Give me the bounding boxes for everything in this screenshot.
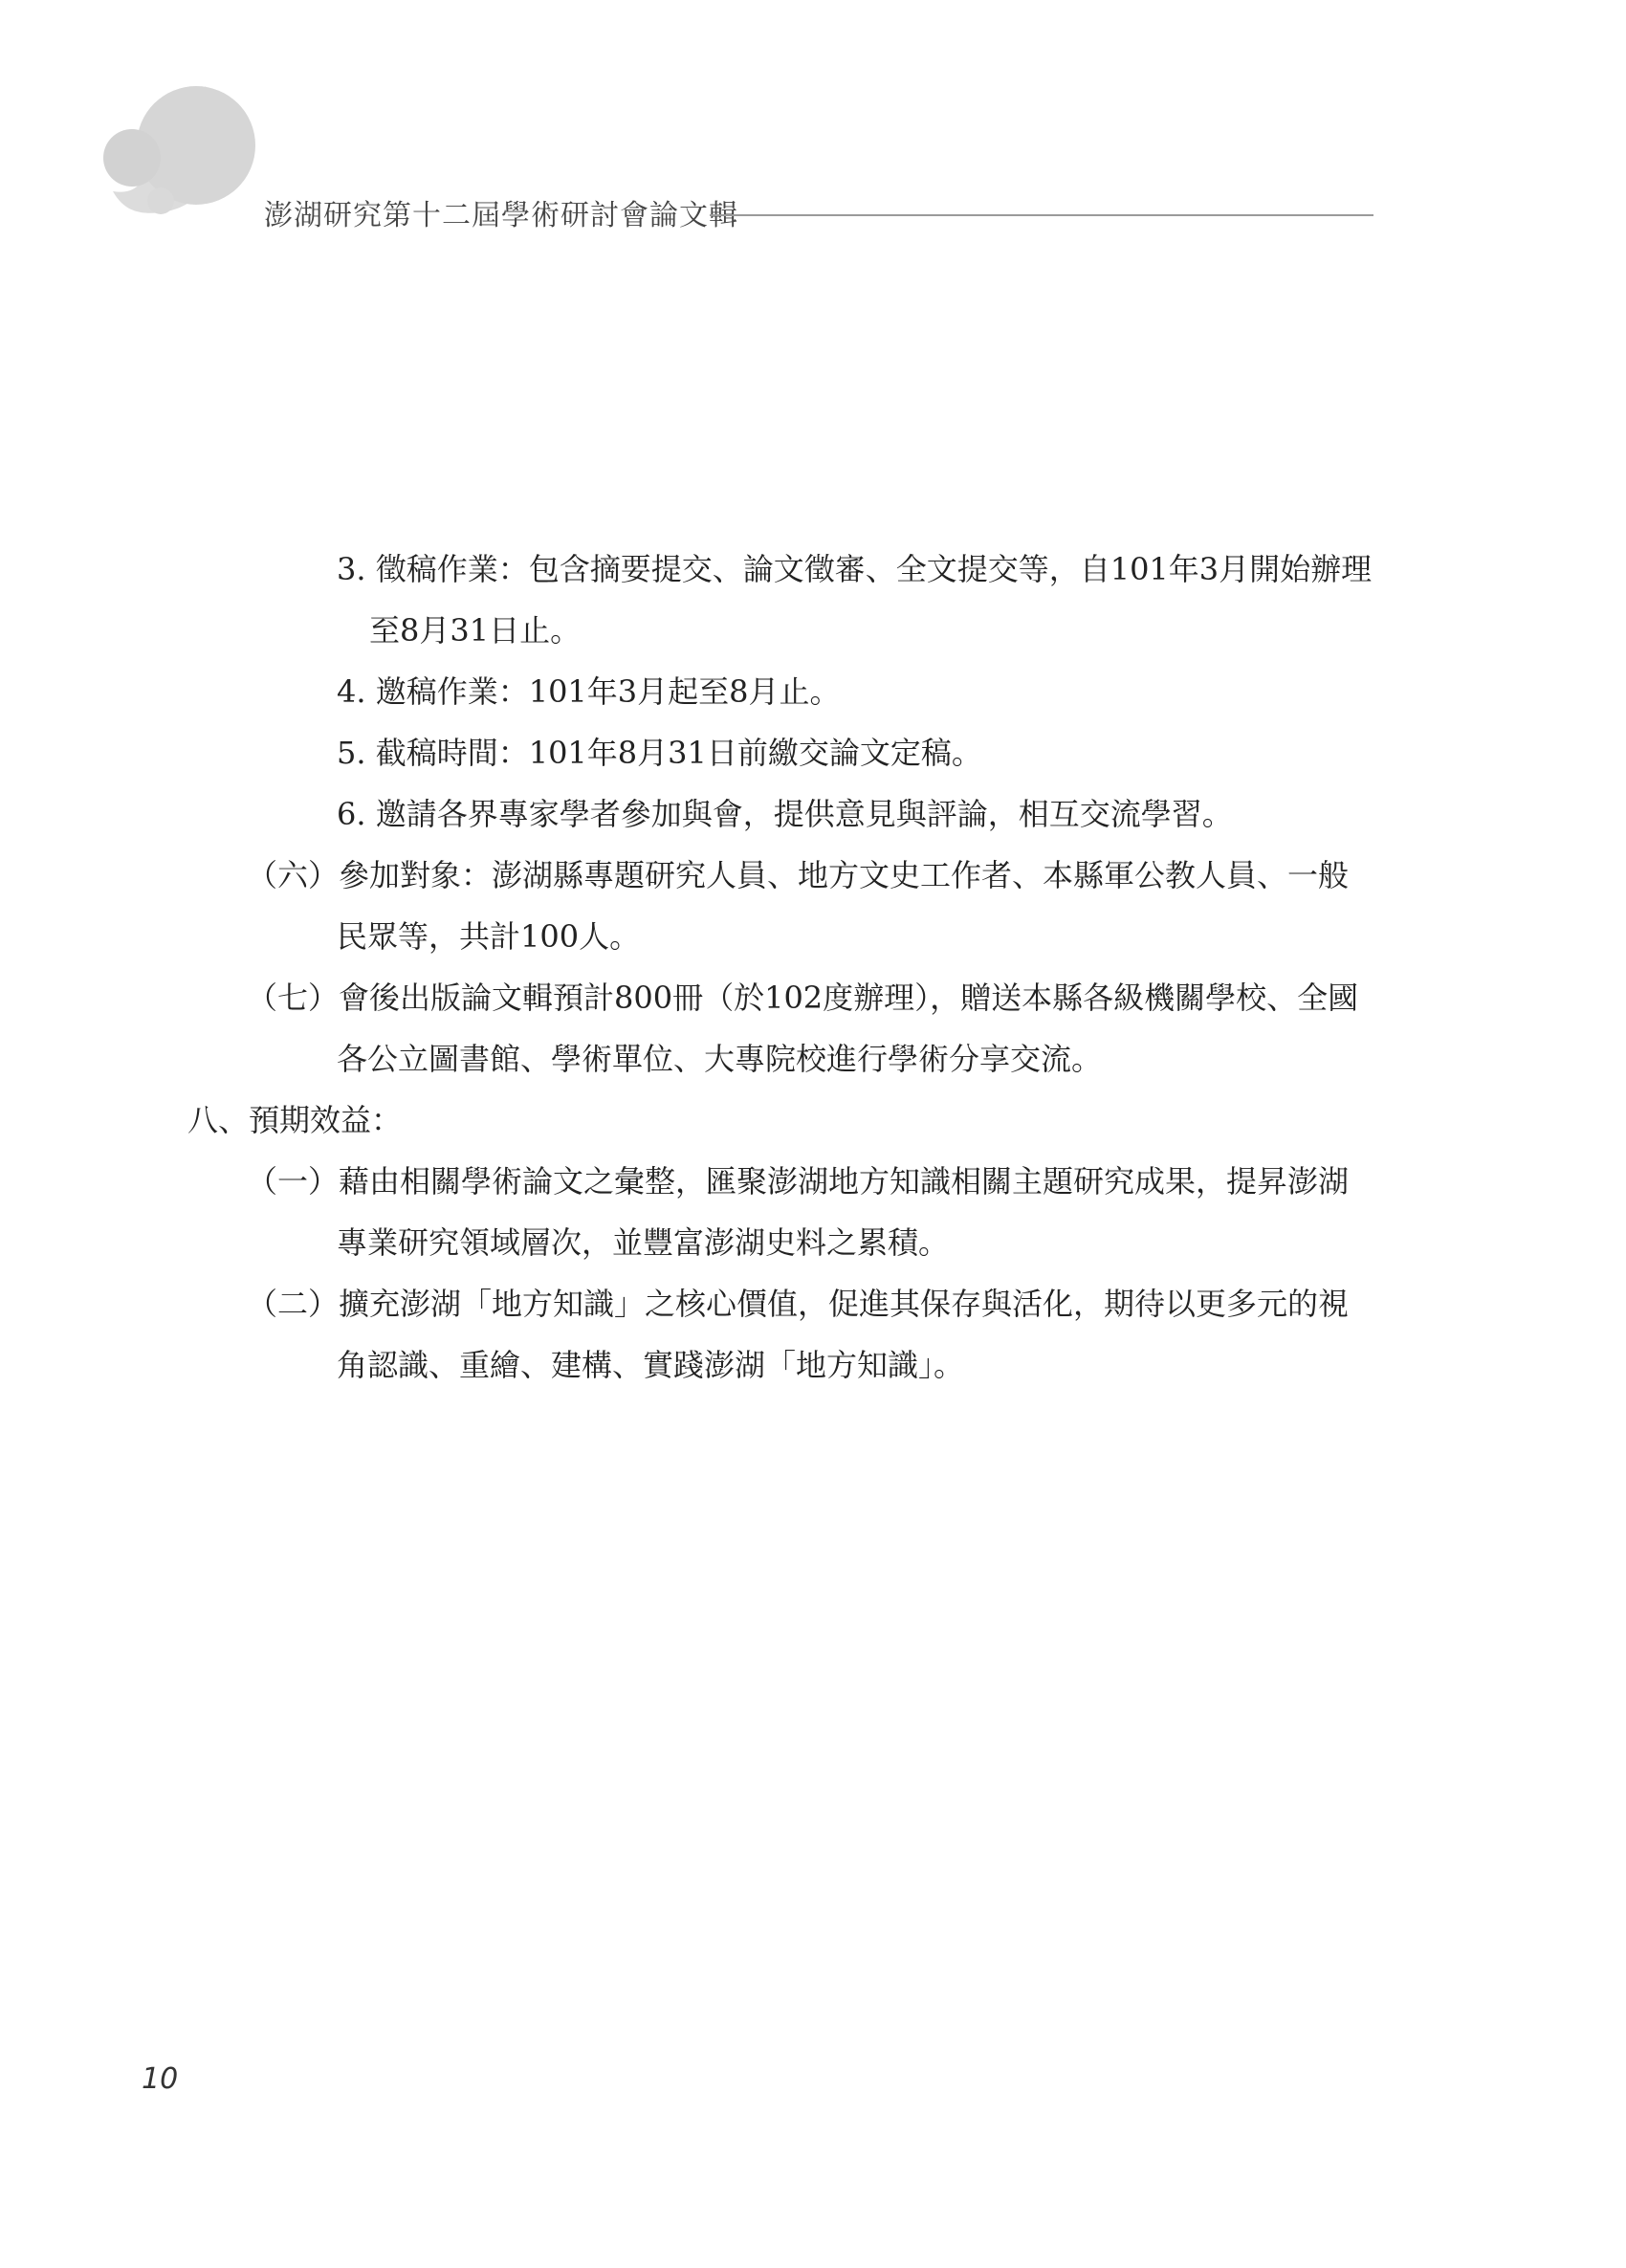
list-item-3-line-1: 3. 徵稿作業：包含摘要提交、論文徵審、全文提交等，自101年3月開始辦理 [337, 551, 1373, 587]
running-head: 澎湖研究第十二屆學術研討會論文輯 [264, 199, 738, 232]
benefit-1-line-1: （一）藉由相關學術論文之彙整，匯聚澎湖地方知識相關主題研究成果，提昇澎湖 [247, 1163, 1350, 1200]
benefit-2-line-2: 角認識、重繪、建構、實踐澎湖「地方知識」。 [337, 1347, 965, 1383]
list-item-4: 4. 邀稿作業：101年3月起至8月止。 [337, 673, 841, 710]
list-item-5: 5. 截稿時間：101年8月31日前繳交論文定稿。 [337, 735, 982, 771]
benefit-1-line-2: 專業研究領域層次，並豐富澎湖史料之累積。 [337, 1224, 950, 1261]
section-7-line-2: 各公立圖書館、學術單位、大專院校進行學術分享交流。 [337, 1041, 1103, 1077]
list-item-3-line-2: 至8月31日止。 [369, 612, 582, 649]
benefit-2-line-1: （二）擴充澎湖「地方知識」之核心價值，促進其保存與活化，期待以更多元的視 [247, 1286, 1350, 1322]
section-7-line-1: （七）會後出版論文輯預計800冊（於102度辦理），贈送本縣各級機關學校、全國 [247, 980, 1359, 1016]
section-6-line-2: 民眾等，共計100人。 [337, 918, 641, 955]
section-6-line-1: （六）參加對象：澎湖縣專題研究人員、地方文史工作者、本縣軍公教人員、一般 [247, 857, 1350, 893]
page-number: 10 [142, 2062, 179, 2096]
heading-expected-benefits: 八、預期效益： [187, 1102, 403, 1138]
header-rule [710, 214, 1373, 216]
speech-bubble-logo-icon [0, 0, 287, 230]
list-item-6: 6. 邀請各界專家學者參加與會，提供意見與評論，相互交流學習。 [337, 796, 1233, 832]
